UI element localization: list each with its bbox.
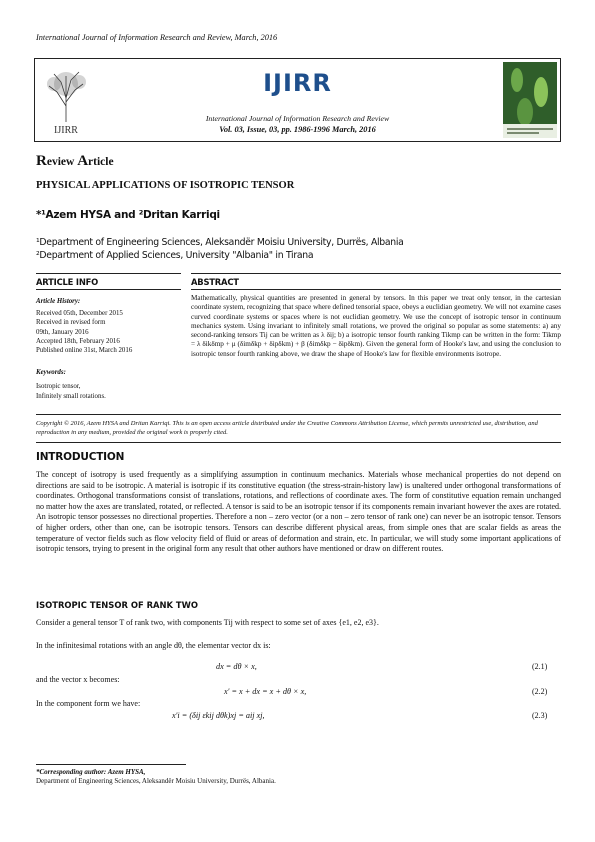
copyright-notice: Copyright © 2016, Azem HYSA and Dritan Karriqi. This is an open access article distributed under the Creative Commons Attribution License, which permits unrestricted use, distribution, and reproduction in any medium, provided the original work is properly cited. [36, 420, 538, 436]
paragraph: and the vector x becomes: [36, 675, 120, 684]
history-line: Received in revised form [36, 319, 106, 327]
svg-text:IJIRR: IJIRR [54, 125, 78, 136]
article-info-heading: ARTICLE INFO [36, 277, 99, 287]
journal-acronym: IJIRR [263, 69, 332, 97]
footnote-label: *Corresponding author: Azem HYSA, [36, 768, 146, 776]
running-header: International Journal of Information Research and Review, March, 2016 [36, 33, 278, 42]
history-line: Received 05th, December 2015 [36, 310, 123, 318]
history-line: Accepted 18th, February 2016 [36, 337, 120, 345]
divider [36, 442, 561, 443]
article-history [36, 297, 181, 401]
introduction-text: The concept of isotropy is used frequently as a simplifying assumption in continuum mechanics. Materials whose mechanical properties do not depend on directions are said to be isotropic. A material is isotropic if its constitutive equation (the stress-strain-history law) is unaltered under orthogonal transformations of coordinates. Orthogonal transformations consist of translations, rotations, and reflections of coordinate axes. The form of constitutive equation remain unchanged no matter how the axes are translated, rotated, or reflected. A tensor is said to be an isotropic tensor if its components remain invariant however the axes are rotated. An isotropic tensor possesses no directional properties. Therefore a non – zero vector (or a non – zero tensor of rank one) can never be an isotropic tensor. Tensors of higher orders, other than one, can be isotropic tensors. Tensors can describe different physical areas, from simple ones that are scalar fields as areas the temperature of vector fields such as flow velocity field of fluid or areas of deformation and strain, etc. In particular, we will study some important applications of isotropic tensors, trying to present in the original form any result that other authors have mentioned or draw on different routes. [36, 470, 561, 554]
article-title: PHYSICAL APPLICATIONS OF ISOTROPIC TENSOR [36, 180, 295, 191]
authors: *¹Azem HYSA and ²Dritan Karriqi [36, 209, 220, 221]
journal-banner [34, 58, 561, 142]
equation-2-2: x′ = x + dx = x + dθ × x, [224, 687, 307, 696]
introduction-heading: INTRODUCTION [36, 451, 125, 463]
footnote-text: Department of Engineering Sciences, Aleksandër Moisiu University, Durrës, Albania. [36, 777, 276, 785]
history-line: Published online 31st, March 2016 [36, 347, 133, 355]
equation-number: (2.2) [532, 687, 548, 696]
divider [36, 273, 181, 274]
section-heading: ISOTROPIC TENSOR OF RANK TWO [36, 600, 198, 610]
journal-name: International Journal of Information Research and Review [205, 114, 390, 123]
divider [36, 289, 181, 290]
affiliation-2: ²Department of Applied Sciences, University "Albania" in Tirana [36, 250, 314, 261]
footnote [36, 768, 276, 786]
equation-number: (2.1) [532, 662, 548, 671]
abstract-text: Mathematically, physical quantities are presented in general by tensors. In this paper we treat only tensor, in the cartesian coordinate system, recognizing that space where defined tensorial space, obeys a euclidian geometry. We will not examine cases curved coordinate systems or spaces where is not euclidian geometry. We use the concept of isotropic tensor in continuum mechanics system. Using invariant to infinitely small rotations, we proved the original so popular as some statements: a) any second-ranking tensors Tij can be written as λ δij; b) a isotropic tensor fourth ranking Tikmp can be written in the form: Tikmp = λ δikδmp + μ (δimδkp + δipδkm) + β (δimδkp − δipδkm). Given the general form of Hooke's law, and using the conclusion to isotropic tensor fourth ranking above, we draw the shape of Hooke's law for flexible environments isotrope. [191, 294, 561, 358]
abstract-heading: ABSTRACT [191, 277, 239, 287]
divider [36, 414, 561, 415]
paragraph: Consider a general tensor T of rank two, with components Tij with respect to some set of axes {e1, e2, e3}. [36, 618, 379, 627]
journal-cover-image [503, 62, 557, 138]
history-line: 09th, January 2016 [36, 328, 89, 336]
divider [191, 289, 561, 290]
paragraph: In the component form we have: [36, 699, 141, 708]
keyword: Infinitely small rotations. [36, 392, 106, 400]
article-type: Review Article [36, 153, 114, 169]
equation-2-3: x′i = (δij εkij dθk)xj = aij xj, [172, 711, 265, 720]
divider [191, 273, 561, 274]
footnote-divider [36, 764, 186, 765]
paragraph: In the infinitesimal rotations with an angle dθ, the elementar vector dx is: [36, 641, 271, 650]
keyword: Isotropic tensor, [36, 383, 81, 391]
volume-issue-line: Vol. 03, Issue, 03, pp. 1986-1996 March, 2016 [219, 125, 376, 134]
equation-2-1: dx = dθ × x, [216, 662, 257, 671]
keywords-heading: Keywords: [36, 369, 66, 377]
history-heading: Article History: [36, 298, 81, 305]
equation-number: (2.3) [532, 711, 548, 720]
affiliation-1: ¹Department of Engineering Sciences, Aleksandër Moisiu University, Durrës, Albania [36, 237, 404, 248]
